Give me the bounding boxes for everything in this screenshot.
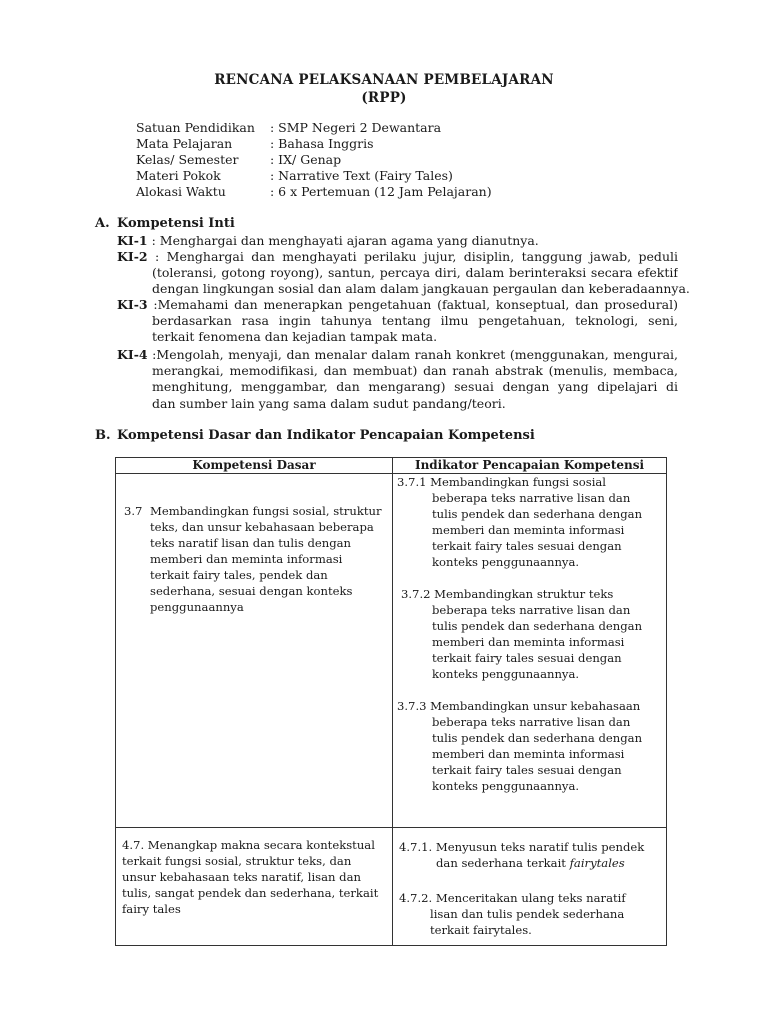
kd-cell	[116, 828, 393, 946]
ki-text: berdasarkan rasa ingin tahunya tentang ilmu pengetahuan, teknologi, seni,	[152, 313, 678, 329]
kd-text: teks, dan unsur kebahasaan beberapa	[150, 520, 374, 534]
indicator-text: konteks penggunaannya.	[432, 779, 580, 793]
identity-value: : Narrative Text (Fairy Tales)	[270, 168, 453, 183]
section-a-heading	[95, 216, 235, 231]
indicator-text: dan sederhana terkait	[436, 856, 570, 870]
kd-text: 4.7. Menangkap makna secara kontekstual	[122, 838, 375, 852]
indicator-text: 4.7.2. Menceritakan ulang teks naratif	[399, 891, 626, 905]
indicator-text: terkait fairy tales sesuai dengan	[432, 763, 622, 777]
table-header: Indikator Pencapaian Kompetensi	[393, 458, 667, 474]
indicator-text: beberapa teks narrative lisan dan	[432, 603, 631, 617]
table-row	[116, 474, 667, 828]
ki-text: : Menghargai dan menghayati perilaku jujur, disiplin, tanggung jawab, peduli	[147, 249, 678, 264]
ki-text: menghitung, menggambar, dan mengarang) sesuai dengan yang dipelajari di	[152, 379, 678, 395]
indicator-text: memberi dan meminta informasi	[432, 523, 625, 537]
indicator-text: 3.7.2 Membandingkan struktur teks	[401, 587, 614, 601]
ki-1	[117, 233, 678, 249]
indicator-text: 3.7.1 Membandingkan fungsi sosial	[397, 475, 607, 489]
indicator-text: lisan dan tulis pendek sederhana	[430, 907, 625, 921]
identity-value: : Bahasa Inggris	[270, 136, 374, 151]
indicator-text: terkait fairy tales sesuai dengan	[432, 651, 622, 665]
indicator-item	[397, 586, 666, 682]
ki-code: KI-2	[117, 249, 148, 264]
table-row	[116, 828, 667, 946]
identity-label: Kelas/ Semester	[136, 152, 239, 167]
ki-code: KI-4	[117, 347, 148, 362]
kd-text: terkait fairy tales, pendek dan	[150, 568, 328, 582]
section-title: Kompetensi Inti	[117, 216, 235, 231]
document-subtitle: (RPP)	[361, 90, 407, 106]
kd-text: memberi dan meminta informasi	[150, 552, 343, 566]
ki-text: : Menghargai dan menghayati ajaran agama yang dianutnya.	[147, 233, 539, 248]
kd-text: fairy tales	[122, 902, 181, 916]
kd-text: penggunaannya	[150, 600, 244, 614]
identity-value: : IX/ Genap	[270, 152, 342, 167]
section-title: Kompetensi Dasar dan Indikator Pencapaian Kompetensi	[117, 428, 535, 443]
ki-text: (toleransi, gotong royong), santun, percaya diri, dalam berinteraksi secara efektif	[152, 265, 678, 281]
kd-text: tulis, sangat pendek dan sederhana, terkait	[122, 886, 379, 900]
indicator-text-italic: fairytales	[569, 856, 625, 870]
identity-value: : 6 x Pertemuan (12 Jam Pelajaran)	[270, 184, 492, 199]
ki-4	[117, 347, 678, 412]
ki-text: terkait fenomena dan kejadian tampak mata.	[152, 329, 438, 345]
section-letter: B.	[95, 428, 111, 443]
ki-code: KI-3	[117, 297, 148, 312]
indicator-item	[397, 474, 666, 570]
indicator-item	[399, 890, 666, 938]
indicator-text: 3.7.3 Membandingkan unsur kebahasaan	[397, 699, 641, 713]
ki-text: :Memahami dan menerapkan pengetahuan (faktual, konseptual, dan prosedural)	[147, 297, 678, 312]
indicator-text: memberi dan meminta informasi	[432, 635, 625, 649]
kd-cell	[116, 474, 393, 828]
indicator-cell	[393, 828, 667, 946]
identity-label: Alokasi Waktu	[136, 184, 226, 199]
identity-label: Materi Pokok	[136, 168, 221, 183]
indicator-text: tulis pendek dan sederhana dengan	[432, 507, 643, 521]
indicator-text: konteks penggunaannya.	[432, 667, 580, 681]
competency-table	[115, 457, 667, 946]
indicator-text: beberapa teks narrative lisan dan	[432, 491, 631, 505]
kd-number: 3.7	[124, 504, 143, 518]
kd-text: sederhana, sesuai dengan konteks	[150, 584, 353, 598]
indicator-text: beberapa teks narrative lisan dan	[432, 715, 631, 729]
indicator-text: terkait fairytales.	[430, 923, 532, 937]
ki-text: :Mengolah, menyaji, dan menalar dalam ranah konkret (menggunakan, mengurai,	[147, 347, 678, 362]
section-b-heading	[95, 428, 535, 443]
section-letter: A.	[95, 216, 110, 231]
document-title: RENCANA PELAKSANAAN PEMBELAJARAN	[214, 72, 554, 88]
indicator-text: konteks penggunaannya.	[432, 555, 580, 569]
ki-text: dan sumber lain yang sama dalam sudut pandang/teori.	[152, 395, 506, 411]
ki-3	[117, 297, 678, 346]
identity-label: Satuan Pendidikan	[136, 120, 255, 135]
indicator-cell	[393, 474, 667, 828]
indicator-item	[397, 698, 666, 794]
indicator-text: tulis pendek dan sederhana dengan	[432, 731, 643, 745]
table-header: Kompetensi Dasar	[116, 458, 393, 474]
indicator-item	[399, 839, 666, 871]
kd-text: teks naratif lisan dan tulis dengan	[150, 536, 351, 550]
indicator-text: 4.7.1. Menyusun teks naratif tulis pendek	[399, 840, 645, 854]
kd-text: Membandingkan fungsi sosial, struktur	[150, 504, 382, 518]
ki-text: dengan lingkungan sosial dan alam dalam jangkauan pergaulan dan keberadaannya.	[152, 281, 690, 297]
kd-text: terkait fungsi sosial, struktur teks, dan	[122, 854, 352, 868]
ki-2	[117, 249, 690, 298]
indicator-text: tulis pendek dan sederhana dengan	[432, 619, 643, 633]
identity-label: Mata Pelajaran	[136, 136, 233, 151]
kd-text: unsur kebahasaan teks naratif, lisan dan	[122, 870, 361, 884]
identity-value: : SMP Negeri 2 Dewantara	[270, 120, 442, 135]
indicator-text: memberi dan meminta informasi	[432, 747, 625, 761]
ki-code: KI-1	[117, 233, 148, 248]
ki-text: merangkai, memodifikasi, dan membuat) dan ranah abstrak (menulis, membaca,	[152, 363, 678, 379]
table-header-row	[116, 458, 667, 474]
indicator-text: terkait fairy tales sesuai dengan	[432, 539, 622, 553]
